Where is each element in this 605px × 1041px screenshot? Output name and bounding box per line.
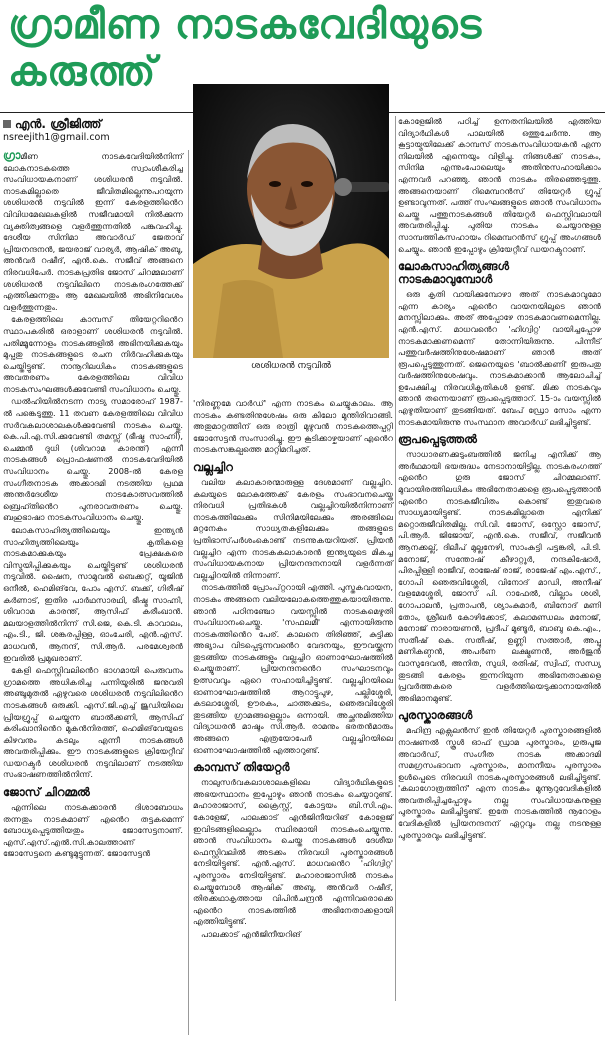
- section-heading: ജോസ് ചിറമ്മൽ: [3, 785, 90, 800]
- portrait-photo: [193, 84, 389, 358]
- section-heading: രൂപപ്പെടുത്തൽ: [398, 432, 477, 447]
- column-divider-1: [188, 150, 189, 1035]
- paragraph: 'നിരണ്ണമേ വാർഡ്' എന്ന നാടകം ചെയ്യുകാലം. ആ നാടകം കണ്ടതിനുശേഷം ഒരു കിലോ മുന്തിരിവാങ്ങി. അതുമാറ്റത്തിന് ഒരു രാത്രി മുഴുവൻ നാടകത്തെപ്പറ്റി ജോസേട്ടൻ സംസാരിച്ചു. ഈ കൂടിക്കാഴ്ചയാണ് എൻെറ നാടകസങ്കല്പത്തെ മാറ്റിമറിച്ചത്.: [193, 398, 393, 455]
- column-2: [193, 398, 393, 942]
- paragraph: ഒരു കൃതി വായിക്കുമ്പോഴാ അത് നാടകമാവുമോ എന്ന കാര്യം എൻെറ വായനയിലുടെ ഞാൻ മനസ്സിലാക്കും. അത് അപ്പോഴേ നാടകമാവണമെന്നില്ല. എൻ.എസ്. മാധവൻെറ 'ഹിഗ്വിറ്റ' വായിച്ചപ്പോഴ നാടകമാക്കണമെന്ന് തോന്നിയിരുന്നു. പിന്നീട് പത്തുവർഷത്തിനുശേഷമാണ് ഞാൻ അത് രൂപപ്പെടുത്തുന്നത്. ജെനെയുടെ 'ബാൽക്കണി' ഇരുപതു വർഷത്തിനുശേഷവും. നാടകമാക്കാൻ ആലോചിച്ച് ഉപേക്ഷിച്ച നിരവധികൃതികൾ ഉണ്ട്. മിക്ക നാടകവും ഞാൻ തന്നെയാണ് രൂപപ്പെടുത്താറ്. 15-ാം വയസ്സിൽ എഴുതിയാണ് തുടങ്ങിയത്. ബേപ് ഡ്രോ സോം എന്ന നാടകമായിരുന്നു സംസ്ഥാന അവാർഡ് ലഭിച്ചിട്ടുണ്ട്.: [398, 289, 601, 427]
- paragraph: കോളേജിൽ പഠിച്ച് ഉന്നതനിലയിൽ എത്തിയ വിദ്യാർഥികൾ പാലയിൽ ഒത്തുചേർന്നു. ആ കൂട്ടായ്മയിലേക്ക് കാമ്പസ് നാടകസംവിധായകൻ എന്ന നിലയിൽ എന്നെയും വിളിച്ചു. നിങ്ങൾക്ക് നാടകം, സിനിമ എന്നുംപോലെയും അതിനുസഹായിക്കാം എന്നവർ പറഞ്ഞു. ഞാൻ നാടകം തിരഞ്ഞെടുത്തു. അങ്ങനെയാണ് റിമെമ്പറൻസ് തിയേറ്റർ ഗ്രൂപ്പ് ഉണ്ടാവുന്നത്. പത്ത് സംഘങ്ങളുടെ ഞാൻ സംവിധാനം ചെയ്ത പത്തുനാടകങ്ങൾ തിയേറ്റർ ഫെസ്റ്റിവലായി അവതരിപ്പിച്ചു. പുതിയ നാടകം ചെയ്യാനുള്ള സാമ്പത്തികസഹായം റിമെമ്പറൻസ് ഗ്രൂപ്പ് അംഗങ്ങൾ ചെയ്യും. ഞാൻ ഇപ്പോഴും ക്രിയേറ്റീവ് ഡയറക്ടറാണ്.: [398, 116, 601, 254]
- column-divider-2: [395, 116, 396, 1001]
- paragraph: കേരളത്തിലെ കാമ്പസ് തിയേറ്ററിൻെറ സ്ഥാപകരിൽ ഒരാളാണ് ശശിധരൻ നടുവിൽ. പതിമ്മൂന്നോളം നാടകങ്ങളിൽ അഭിനയിക്കുകയും മുപ്പതു നാടകങ്ങളുടെ രചന നിർവഹിക്കുകയും ചെയ്തിട്ടുണ്ട്. നാനൂറിലധികം നാടകങ്ങളുടെ അവതരണം കേരളത്തിലെ വിവിധ നാടകസംഘങ്ങൾക്കുവേണ്ടി സംവിധാനം ചെയ്തു.: [3, 314, 183, 394]
- column-1: [3, 150, 183, 861]
- paragraph: സാധാരണക്കുടുംബത്തിൽ ജനിച്ച എനിക്ക് ആ അർഥമായി ഭയരുദ്ധം നേടാനായിട്ടില്ല. നാടകരംഗത്ത് എൻെറ ഗുരു ജോസ് ചിറമ്മലാണ്. മുവായിരത്തിലധികം അഭിനേതാക്കളെ രൂപപ്പെടുത്താൻ എൻെറ നാടകജീവിതം കൊണ്ട് ഇതുവരെ സാധ്യമായിട്ടുണ്ട്. നാടകമില്ലാതെ എനിക്ക് മറ്റൊരുജീവിതമില്ല. സി.വി. ജോസ്, ഒസ്റ്റോ ജോസ്, പി.ആർ. ജിജോയ്, എൻ.കെ. സജീവ്, സജീവൻ ആനക്കല്ല്, ദിലീപ് മുല്ലനേഴി, സാംകുട്ടി പട്ടങ്കരി, പി.ടി. മനോജ്, സന്തോഷ് കീഴാറ്റൂർ, നന്ദകിഷോർ, പിരപ്പിള്ളി രാജീവ്, രാജേഷ് രാജ്, രാജേഷ് എം.എസ്., ഗോപി ഞെരുവിശ്ശേരി, വിനോദ് മാഡി, അനീഷ് വളമേശ്ശേരി, ജോസ് പി. റാഫേൽ, വില്ലാം ശശി, ഗോപാലൻ, പ്രതാപൻ, ശ്യാംകുമാർ, ബിനോദ് മണി തോം, ശ്രീഖർ കോഴിക്കോട്, കലാമണ്ഡലം മനോജ്, മനോജ് നാരായണൻ, പ്രദീപ് മുണ്ടൂർ, ബാബു കെ.എം., സതീഷ് കെ. സതീഷ്, ഉണ്ണി സത്താർ, അപ്പു മണികണ്ഠൻ, അപർണ ലക്ഷ്മണൻ, അർജുൻ വാസുദേവൻ, അനിത, സുധി, രതിഷ്, സ്വിഫ്, സന്ധ്യ തുടങ്ങി കേരളം ഇന്നറിയുന്ന അഭിനേതാക്കളെ പ്രവർത്തകരെ വളർത്തിയെടുക്കാനായതിൽ അഭിമാനമുണ്ട്.: [398, 449, 601, 703]
- paragraph: ലോകസാഹിത്യത്തിലെയും ഇന്ത്യൻ സാഹിത്യത്തിലെയും കൃതികളെ നാടകമാക്കുകയും പ്രേക്ഷകരെ വിസ്മയിപ്പിക്കുകയും ചെയ്തിട്ടുണ്ട് ശശിധരൻ നടുവിൽ. ഷൈന, സാമുവൽ ബെക്കറ്റ്, യൂജിൻ ഒനീൽ, ഹെമിങ്‌വേ, പോം എസ്. ബക്ക്, ഗിരീഷ് കർണാട്, ഇതിര പാർഥസാരഥി, ഭീഷ്മ സാഹ്നി, ശിവറാമ കാരന്ത്, ആസിഫ് കരീംഖാൻ. മലയാളത്തിൽനിന്ന് സി.ജെ, കെ.ടി. കാവാലം, എം.ടി., ജി. ശങ്കരപ്പിള്ള, ഓംചേരി, എൻ.എസ്. മാധവൻ, ആനന്ദ്, സി.ആർ. പരമേശ്വരൻ ഇവരിൽ പ്രമുഖരാണ്.: [3, 525, 183, 663]
- paragraph: വലിയ കലാകാരന്മാരുള്ള ദേശമാണ് വല്ലച്ചിറ. കലയുടെ ലോകത്തേക്ക് കേരളം സംഭാവനചെയ്ത നിരവധി പ്രതിഭകൾ വല്ലച്ചിറയിൽനിന്നാണ് നാടകത്തിലേക്കും സിനിമയിലേക്കും അരങ്ങിലെ മറ്റനേകം സാധ്യതകളിലേക്കും തങ്ങളുടെ പ്രതിഭാസ്‌പർശംകൊണ്ട് നടന്നുകയറിയത്. പ്രിയൻ വല്ലച്ചിറ എന്ന നാടകകലാകാരൻ ഇന്ത്യയുടെ മികച്ച സംവിധായകനായ പ്രിയനന്ദനനായി വളർന്നത് വല്ലച്ചിറയിൽ നിന്നാണ്.: [193, 476, 393, 580]
- paragraph: നാലുസർവകലാശാലകളിലെ വിദ്യാർഥികളുടെ അഭയസ്ഥാനം ഇപ്പോഴും ഞാൻ നാടകം ചെയ്യാറുണ്ട്. മഹാരാജാസ്, ക്രൈസ്റ്റ്, കോട്ടയം ബി.സി.എം. കോളേജ്, പാലക്കാട് എൻജിനീയറിങ് കോളേജ് ഇവിടങ്ങളിലെല്ലാം സ്ഥിരമായി നാടകംചെയ്യുന്നു. ഞാൻ സംവിധാനം ചെയ്ത നാടകങ്ങൾ ദേശീയ ഫെസ്റ്റിവലിൽ അടക്കം നിരവധി പുരസ്കാരങ്ങൾ നേടിയിട്ടുണ്ട്. എൻ.എസ്. മാധവൻെറ 'ഹിഗ്വിറ്റ' പുരസ്കാരം നേടിയിട്ടുണ്ട്. മഹാരാജാസിൽ നാടകം ചെയ്യുമ്പോൾ ആഷിക് അബു, അൻവർ റഷീദ്, തിരക്കഥാകൃത്തായ വിപിൻചന്ദ്രൻ എന്നിവരൊക്കെ എൻെറ നാടകത്തിൽ അഭിനേതാക്കളായി എത്തിയിട്ടുണ്ട്.: [193, 777, 393, 927]
- byline: [3, 117, 101, 132]
- drop-cap: ഗ്രാ: [3, 149, 21, 162]
- portrait-illustration: [193, 84, 389, 358]
- paragraph: നാടകത്തിൽ പ്രോംപ്റ്ററായി എത്തി. പുസ്തകവായന, നാടകം അങ്ങനെ വലിയലോകത്തെത്തുകയായിരുന്നു. ഞാൻ പഠിനഞ്ചോ വയസ്സിൽ നാടകമെഴുതി സംവിധാനംചെയ്തു. 'സഫലമീ' എന്നായിരുന്നു നാടകത്തിൻെറ പേര്. കാലനെ തിരിഞ്ഞ്, കുട്ടിക്ക അഭ്യാപ വിടപ്പെടുന്നവൻെറ വേദനയും, ഈവയ്ക്കുന്ന തുടങ്ങിയ നാടകങ്ങളും വല്ലച്ചിറ ഓണാഘോഷത്തിൽ ചെയ്യുതാണ്. പ്രിയനന്ദനൻെറ സംഘാടനവും ഉത്സവവും ഏറെ സഹായിച്ചിട്ടുണ്ട്. വല്ലച്ചിറയിലെ ഓണാഘോഷത്തിൽ ആറാട്ടുപുഴ, പല്ലിശ്ശേരി, കടലാശ്ശേരി, ഊരകം, ചാത്തക്കുടം, ഞെരുവിശ്ശേരി തുടങ്ങിയ ഗ്രാമങ്ങളെല്ലാം ഒന്നായി. അച്ഛനുമിത്തിയ വിദ്യാധരൻ മാഷും സി.ആർ. രാമനും ഭരതൻമാരും അങ്ങനെ എത്രയോപേർ വല്ലച്ചിറയിലെ ഓണാഘോഷത്തിൽ എത്താറുണ്ട്.: [193, 582, 393, 755]
- photo-caption: ശശിധരൻ നടുവിൽ: [251, 361, 331, 371]
- paragraph-intro: [3, 150, 183, 313]
- author-email[interactable]: nsreejith1@gmail.com: [3, 132, 110, 143]
- paragraph: പാലക്കാട് എൻജിനീയറിങ്: [201, 928, 301, 939]
- author-name: എൻ. ശ്രീജിത്ത്: [15, 117, 102, 131]
- section-heading: പുരസ്കാരങ്ങൾ: [398, 708, 473, 723]
- paragraph: കേളി ഫെസ്റ്റിവലിൻെറ ഭാഗമായി പെരുവനം ഗ്രാമത്തെ അധികരിച്ച പന്നിയൂരിൽ ജനുവരി അഞ്ചുമുതൽ ഏഴുവരെ ശശിധരൻ നടുവിലിൻെറ നാടകങ്ങൾ ഒരുക്കി. എസ്.ജി.എച്ച് ജൂഡിയിലെ പ്രിയഗ്രൂപ്പ് ചെയ്യുന്ന ബാൽക്കണി, ആസിഫ് കരിംഖാനിൻെറ മുകൻനിരത്ത്, ഹെമിങ്‌വേയുടെ കിഴവനും കടലും എന്നീ നാടകങ്ങൾ അവതരിപ്പിക്കും. ഈ നാടകങ്ങളുടെ ക്രിയേറ്റീവ് ഡയറക്ടർ ശശിധരൻ നടുവിലാണ് നടത്തിയ സംഭാഷണത്തിൽനിന്ന്.: [3, 665, 183, 780]
- section-heading: വല്ലച്ചിറ: [193, 459, 233, 474]
- paragraph: ഡൽഹിയിൽനടന്ന നാട്യ സമാരോഹ് 1987-ൽ പങ്കെടുത്തു. 11 തവണ കേരളത്തിലെ വിവിധ സർവകലാശാലകൾക്കുവേണ്ടി നാടകം ചെയ്തു. കെ.പി.എ.സി.ക്കുവേണ്ടി തമസ്സ് (ഭീഷ്മ സാഹ്നി), ചെമ്മൻ ദുധി (ശിവറാമ കാരന്ത്) എന്നീ നാടകങ്ങൾ പ്രൊഫഷണൽ നാടകവേദിയിൽ സംവിധാനം ചെയ്തു. 2008-ൽ കേരള സംഗീതനാടക അക്കാദമി നടത്തിയ പ്രഥമ അന്തർദേശീയ നാടകോത്സവത്തിൽ ബ്രെഹ്തിൻെറ പുനരാവതരണം ചെയ്തു. ബഹുഭാഷാ നാടകസംവിധാനം ചെയ്തു.: [3, 396, 183, 523]
- section-heading: ലോകസാഹിത്യങ്ങൾ നാടകമാവുമ്പോൾ: [398, 259, 509, 287]
- paragraph-intro-text: മീണ നാടകവേദിയിൽനിന്ന് ലോകനാടകത്തെ സ്വാംശീകരിച്ച സംവിധായകനാണ് ശശിധരൻ നടുവിൽ. നാടകമില്ലാതെ ജീവിതമില്ലെന്നുപറയുന്ന ശശിധരൻ നടുവിൽ ഇന്ന് കേരളത്തിൻെറ വിവിധമേഖലകളിൽ സജീവമായി നിൽക്കുന്ന വ്യക്തിത്വങ്ങളെ വളർത്തുന്നതിൽ പങ്കുവഹിച്ചു. ദേശീയ സിനിമാ അവാർഡ് ജേതാവ് പ്രിയനന്ദനൻ, ജയരാജ് വാര്യർ, ആഷിക് അബു, അൻവർ റഷീദ്, എൻ.കെ. സജീവ് അങ്ങനെ നിരവധിപേർ. നാടകപ്രതിഭ ജോസ് ചിറമ്മലാണ് ശശിധരൻ നടുവിലിനെ നാടകരംഗത്തേക്ക് എത്തിക്കുന്നതും ആ മേഖലയിൽ അഭിനിവേശം വളർത്തുന്നതും.: [3, 151, 183, 312]
- column-3: [398, 116, 601, 842]
- headline: ഗ്രാമീണ നാടകവേദിയുടെ കരുത്ത്: [8, 2, 483, 95]
- section-heading: കാമ്പസ് തിയേറ്റർ: [193, 760, 290, 775]
- byline-square-icon: [3, 120, 11, 128]
- paragraph: മഹിന്ദ്ര എക്സലൻസ് ഇൻ തിയേറ്റർ പുരസ്കാരങ്ങളിൽ നാഷണൽ സ്കൂൾ ഓഫ് ഡ്രാമ പുരസ്കാരം, ഗുരുപൂജ അവാർഡ്, സംഗീത നാടക അക്കാദമി സമഗ്രസംഭാവന പുരസ്കാരം, മാനനീയം പുരസ്കാരം ഉൾപ്പെടെ നിരവധി നാടകപുരസ്കാരങ്ങൾ ലഭിച്ചിട്ടുണ്ട്. 'കലാഗോത്രത്തിന്' എന്ന നാടകം മുന്നൂറുവേദികളിൽ അവതരിപ്പിച്ചപ്പോഴും നല്ല സംവിധായകനുള്ള പുരസ്കാരം ലഭിച്ചിട്ടുണ്ട്. ഇതേ നാടകത്തിൽ നൂറോളം വേദികളിൽ പ്രിയനന്ദനന് ഏറ്റവും നല്ല നടനുള്ള പുരസ്കാരവും ലഭിച്ചിട്ടുണ്ട്.: [398, 725, 601, 840]
- paragraph: എന്നിലെ നാടകക്കാരൻ ദിശാബോധം തന്നതും നാടകമാണ് എൻെറ തട്ടകമെന്ന് ബോധ്യപ്പെടുത്തിയതും ജോസേട്ടനാണ്. എസ്.എസ്.എൽ.സി.കാലത്താണ് ജോസേട്ടനെ കണ്ടുമുട്ടുന്നത്. ജോസേട്ടൻ: [3, 802, 183, 859]
